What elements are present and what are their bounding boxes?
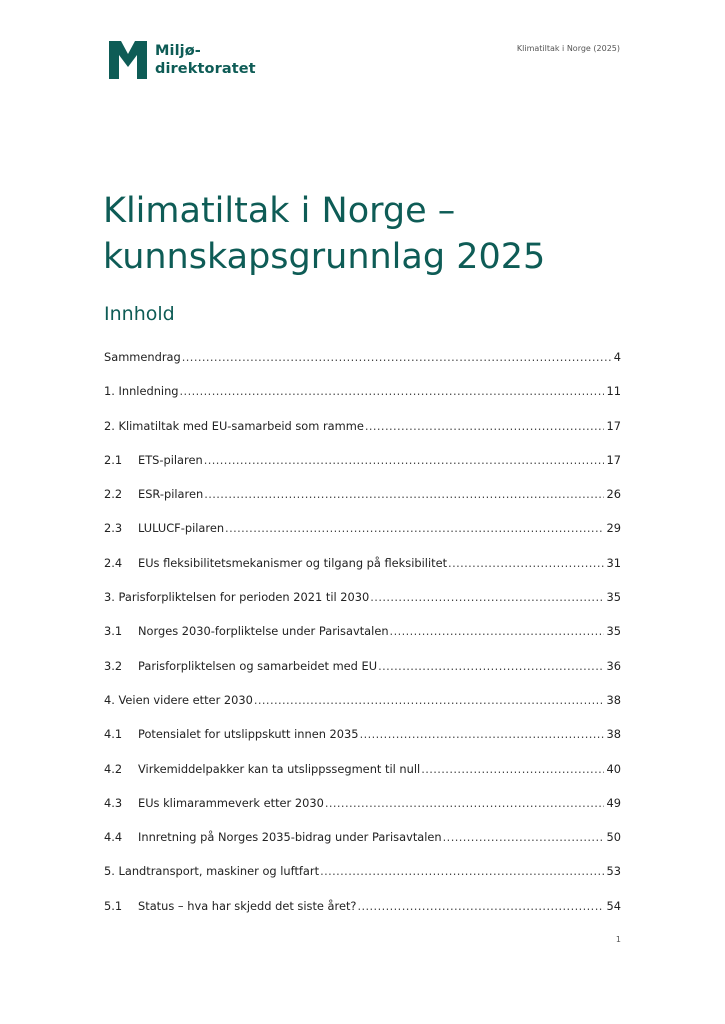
toc-entry-label: Potensialet for utslippskutt innen 2035 <box>138 727 359 742</box>
toc-entry-page: 31 <box>606 555 621 570</box>
toc-entry-label: Sammendrag <box>104 350 181 364</box>
toc-dot-leader <box>370 590 603 604</box>
toc-dot-leader <box>357 899 603 913</box>
toc-entry-label: Status – hva har skjedd det siste året? <box>138 898 357 913</box>
toc-dot-leader <box>443 830 604 844</box>
toc-entry-label: EUs fleksibilitetsmekanismer og tilgang på fleksibilitet <box>138 555 448 570</box>
toc-entry[interactable] <box>104 659 621 693</box>
toc-dot-leader <box>360 727 604 741</box>
toc-dot-leader <box>325 796 604 810</box>
toc-entry-number: 3.1 <box>104 624 123 639</box>
toc-entry[interactable] <box>104 487 621 521</box>
toc-dot-leader <box>182 350 611 364</box>
toc-dot-leader <box>180 384 604 398</box>
logo-line-1: Miljø- <box>155 43 201 59</box>
toc-entry-number: 4.1 <box>104 727 123 742</box>
toc-entry-page: 29 <box>606 521 621 536</box>
toc-entry-label: EUs klimarammeverk etter 2030 <box>138 795 324 810</box>
toc-entry[interactable] <box>104 453 621 487</box>
toc-entry[interactable] <box>104 556 621 590</box>
toc-entry-label: 3. Parisforpliktelsen for perioden 2021 til 2030 <box>104 590 370 605</box>
toc-entry[interactable] <box>104 350 621 384</box>
toc-entry-number: 3.2 <box>104 658 123 673</box>
toc-entry[interactable] <box>104 899 621 933</box>
running-header: Klimatiltak i Norge (2025) <box>516 44 620 53</box>
toc-entry[interactable] <box>104 864 621 898</box>
toc-entry-page: 54 <box>606 898 621 913</box>
toc-entry-label: 4. Veien videre etter 2030 <box>104 692 253 707</box>
toc-entry-page: 35 <box>606 590 621 605</box>
toc-dot-leader <box>320 864 603 878</box>
toc-entry-label: 2. Klimatiltak med EU-samarbeid som ramme <box>104 418 364 433</box>
logo <box>109 41 256 79</box>
toc-dot-leader <box>365 419 604 433</box>
toc-entry-label: Parisforpliktelsen og samarbeidet med EU <box>138 658 378 673</box>
toc-entry[interactable] <box>104 762 621 796</box>
toc-dot-leader <box>225 521 603 535</box>
document-title: Klimatiltak i Norge – kunnskapsgrunnlag 2025 <box>103 191 546 277</box>
toc-entry[interactable] <box>104 624 621 658</box>
toc-dot-leader <box>421 762 603 776</box>
toc-entry-label: Virkemiddelpakker kan ta utslippssegment til null <box>138 761 421 776</box>
toc-entry[interactable] <box>104 590 621 624</box>
toc-entry[interactable] <box>104 830 621 864</box>
toc-dot-leader <box>204 453 604 467</box>
toc-entry-label: ETS-pilaren <box>138 452 203 467</box>
toc-entry[interactable] <box>104 693 621 727</box>
logo-line-2: direktoratet <box>155 61 256 77</box>
toc-entry-number: 4.4 <box>104 830 123 845</box>
toc-entry-page: 38 <box>606 692 621 707</box>
toc-dot-leader <box>378 659 603 673</box>
toc-dot-leader <box>254 693 604 707</box>
toc-dot-leader <box>448 556 603 570</box>
toc-entry[interactable] <box>104 419 621 453</box>
toc-entry-page: 26 <box>606 487 621 502</box>
toc-entry-page: 35 <box>606 624 621 639</box>
toc-entry[interactable] <box>104 521 621 555</box>
toc-entry-label: LULUCF-pilaren <box>138 521 225 536</box>
toc-entry-number: 2.1 <box>104 452 123 467</box>
toc-entry-page: 40 <box>606 761 621 776</box>
toc-entry[interactable] <box>104 384 621 418</box>
logo-text <box>155 42 256 78</box>
toc-heading: Innhold <box>104 303 175 325</box>
toc-entry[interactable] <box>104 796 621 830</box>
miljodirektoratet-logo-icon <box>109 41 147 79</box>
toc-entry-page: 4 <box>613 350 621 364</box>
toc-entry-label: 1. Innledning <box>104 384 179 399</box>
table-of-contents <box>104 350 621 933</box>
toc-entry-page: 17 <box>606 452 621 467</box>
toc-entry[interactable] <box>104 727 621 761</box>
toc-entry-label: Innretning på Norges 2035-bidrag under Parisavtalen <box>138 830 442 845</box>
toc-dot-leader <box>390 624 604 638</box>
toc-entry-number: 2.3 <box>104 521 123 536</box>
toc-dot-leader <box>204 487 603 501</box>
toc-entry-label: ESR-pilaren <box>138 487 204 502</box>
toc-entry-number: 4.2 <box>104 761 123 776</box>
toc-entry-number: 2.4 <box>104 555 123 570</box>
toc-entry-page: 53 <box>606 864 621 879</box>
toc-entry-number: 4.3 <box>104 795 123 810</box>
toc-entry-label: Norges 2030-forpliktelse under Parisavtalen <box>138 624 389 639</box>
toc-entry-number: 2.2 <box>104 487 123 502</box>
toc-entry-page: 11 <box>606 384 621 399</box>
page-number: 1 <box>615 935 621 944</box>
toc-entry-label: 5. Landtransport, maskiner og luftfart <box>104 864 320 879</box>
toc-entry-page: 38 <box>606 727 621 742</box>
toc-entry-page: 49 <box>606 795 621 810</box>
toc-entry-page: 17 <box>606 418 621 433</box>
toc-entry-page: 36 <box>606 658 621 673</box>
toc-entry-page: 50 <box>606 830 621 845</box>
toc-entry-number: 5.1 <box>104 898 123 913</box>
